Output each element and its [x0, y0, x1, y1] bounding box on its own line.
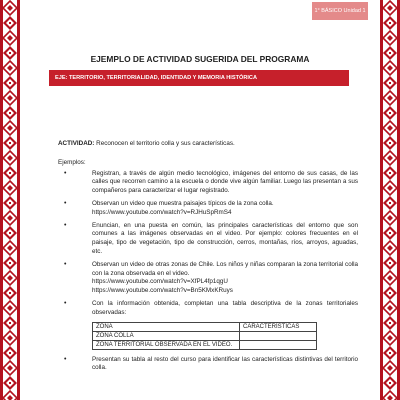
table-header: CARACTERÍSTICAS: [240, 322, 317, 331]
video-link[interactable]: https://www.youtube.com/watch?v=Bn5KMxKRuys: [92, 287, 233, 295]
table-header: ZONA: [93, 322, 240, 331]
activity-text: Reconocen el territorio colla y sus características.: [96, 140, 235, 147]
document-title: EJEMPLO DE ACTIVIDAD SUGERIDA DEL PROGRAMA: [90, 54, 310, 64]
table-header-row: [93, 322, 317, 331]
grade-unit-badge: 1° BÁSICO Unidad 1: [312, 2, 368, 20]
table-cell: [240, 331, 317, 340]
zones-table: [92, 322, 317, 350]
list-item: • Presentan su tabla al resto del curso para identificar las características distintivas del territorio colla.: [92, 356, 358, 374]
table-row: [93, 340, 317, 349]
table-cell: ZONA COLLA: [93, 331, 240, 340]
activity-statement: [58, 140, 358, 149]
table-row: [93, 331, 317, 340]
decorative-border-right: [380, 0, 400, 400]
list-item: • Observan un video que muestra paisajes típicos de la zona colla. https://www.youtube.com/watch?v=RJHuSpRmS4: [92, 200, 358, 218]
video-link[interactable]: https://www.youtube.com/watch?v=RJHuSpRmS4: [92, 208, 232, 216]
table-cell: [240, 340, 317, 349]
textile-pattern-icon: [0, 0, 20, 400]
list-item: • Observan un video de otras zonas de Chile. Los niños y niñas comparan la zona territorial colla con la zona observada en el video. https://www.youtube.com/watch?v=XfPL4fp1qgU https://www.youtube.com/watch?v=Bn5KMxKRuys: [92, 261, 358, 296]
axis-banner-text: EJE: TERRITORIO, TERRITORIALIDAD, IDENTIDAD Y MEMORIA HISTÓRICA: [55, 75, 258, 81]
list-item: • Enuncian, en una puesta en común, las principales características del entorno que son comunes a las imágenes observadas en el video. Por ejemplo: colores frecuentes en el paisaje, tipo de vegetación, tipo de construcción, cerros, montañas, ríos, arroyos, aguadas, etc.: [92, 222, 358, 257]
table-cell: ZONA TERRITORIAL OBSERVADA EN EL VIDEO.: [93, 340, 240, 349]
list-item: • Con la información obtenida, completan una tabla descriptiva de la zonas territoriales observadas: ZONA CARACTERÍSTICAS ZONA COLLA ZONA TERRITORIAL OBSERVADA EN EL VIDEO.: [92, 300, 358, 350]
video-link[interactable]: https://www.youtube.com/watch?v=XfPL4fp1qgU: [92, 278, 228, 286]
activity-content: [58, 140, 358, 377]
axis-banner: [49, 70, 349, 86]
list-item: • Registran, a través de algún medio tecnológico, imágenes del entorno de sus casas, de las calles que recorren camino a la escuela o donde vive algún familiar. Luego las presentan a sus compañeros para caracterizar el lugar registrado.: [92, 170, 358, 196]
decorative-border-left: [0, 0, 20, 400]
examples-label: Ejemplos:: [58, 158, 86, 166]
activity-label: ACTIVIDAD:: [58, 140, 95, 147]
examples-list: [58, 170, 358, 374]
textile-pattern-icon: [380, 0, 400, 400]
